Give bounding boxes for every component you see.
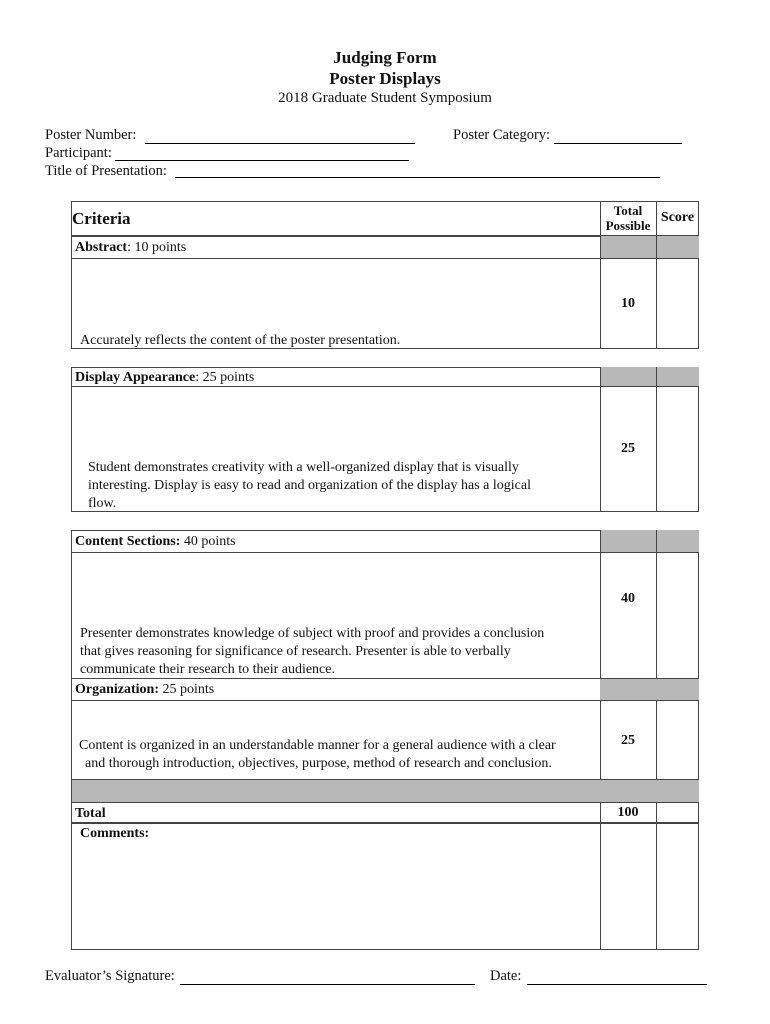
total-value: 100 xyxy=(617,805,639,820)
section-name: Organization: xyxy=(75,682,159,697)
poster-number-field[interactable] xyxy=(145,143,415,144)
signature-field[interactable] xyxy=(180,984,475,985)
description-line: flow. xyxy=(88,496,117,511)
score-input[interactable] xyxy=(657,387,698,511)
date-label: Date: xyxy=(490,968,522,984)
criteria-header: Criteria xyxy=(72,209,131,228)
total-label: Total xyxy=(75,806,106,821)
total-possible-value: 10 xyxy=(621,296,635,311)
total-possible-header xyxy=(600,203,656,233)
divider xyxy=(71,779,699,780)
participant-label: Participant: xyxy=(45,145,112,161)
section-title xyxy=(75,533,236,551)
total-possible-value: 25 xyxy=(621,733,635,748)
total-possible-line1: Total xyxy=(613,203,643,218)
divider xyxy=(71,552,699,553)
title-of-presentation-field[interactable] xyxy=(175,177,660,178)
divider xyxy=(600,236,601,349)
title-of-presentation-label: Title of Presentation: xyxy=(45,163,167,179)
poster-category-label: Poster Category: xyxy=(453,127,551,143)
score-input[interactable] xyxy=(657,553,698,678)
divider xyxy=(656,823,657,950)
divider xyxy=(71,700,699,701)
form-title: Judging Form xyxy=(333,48,437,67)
description-line: interesting. Display is easy to read and organization of the display has a logical xyxy=(88,478,531,493)
section-points: 40 points xyxy=(180,534,236,549)
form-subtitle: Poster Displays xyxy=(329,69,441,88)
grey-cell xyxy=(600,236,699,258)
section-description xyxy=(80,625,544,679)
poster-category-field[interactable] xyxy=(554,143,682,144)
section-title xyxy=(75,239,186,257)
grey-separator xyxy=(72,780,699,802)
divider xyxy=(71,258,699,259)
section-description xyxy=(88,459,531,513)
grey-cell xyxy=(600,367,699,386)
section-title xyxy=(75,369,254,387)
section-title xyxy=(75,681,214,699)
comments-label: Comments: xyxy=(80,826,150,841)
signature-label: Evaluator’s Signature: xyxy=(45,968,175,984)
description-line: Content is organized in an understandable manner for a general audience with a clear xyxy=(79,738,556,753)
section-name: Content Sections: xyxy=(75,534,181,549)
section-description xyxy=(80,332,400,350)
total-possible-value: 40 xyxy=(621,591,635,606)
section-points: : 10 points xyxy=(127,240,187,255)
grey-cell xyxy=(600,530,699,552)
total-score-input[interactable] xyxy=(657,803,698,822)
score-header: Score xyxy=(660,210,695,225)
divider xyxy=(71,802,699,803)
section-name: Display Appearance xyxy=(75,370,196,385)
section-points: : 25 points xyxy=(195,370,255,385)
divider xyxy=(600,823,601,950)
participant-field[interactable] xyxy=(115,160,409,161)
section-points: 25 points xyxy=(159,682,215,697)
description-line: Accurately reflects the content of the poster presentation. xyxy=(80,333,401,348)
grey-cell xyxy=(600,679,699,700)
poster-number-label: Poster Number: xyxy=(45,127,137,143)
total-possible-line2: Possible xyxy=(605,218,651,233)
score-input[interactable] xyxy=(657,701,698,779)
description-line: and thorough introduction, objectives, purpose, method of research and conclusion. xyxy=(85,756,552,771)
section-name: Abstract xyxy=(75,240,128,255)
divider xyxy=(600,367,601,512)
description-line: Presenter demonstrates knowledge of subject with proof and provides a conclusion xyxy=(80,626,545,641)
section-description xyxy=(79,737,556,773)
event-name: 2018 Graduate Student Symposium xyxy=(278,90,492,106)
date-field[interactable] xyxy=(527,984,707,985)
description-line: Student demonstrates creativity with a well-organized display that is visually xyxy=(88,460,519,475)
comments-input[interactable] xyxy=(72,845,599,949)
description-line: that gives reasoning for significance of research. Presenter is able to verbally xyxy=(80,644,511,659)
score-input[interactable] xyxy=(657,259,698,348)
total-possible-value: 25 xyxy=(621,441,635,456)
description-line: communicate their research to their audience. xyxy=(80,662,335,677)
